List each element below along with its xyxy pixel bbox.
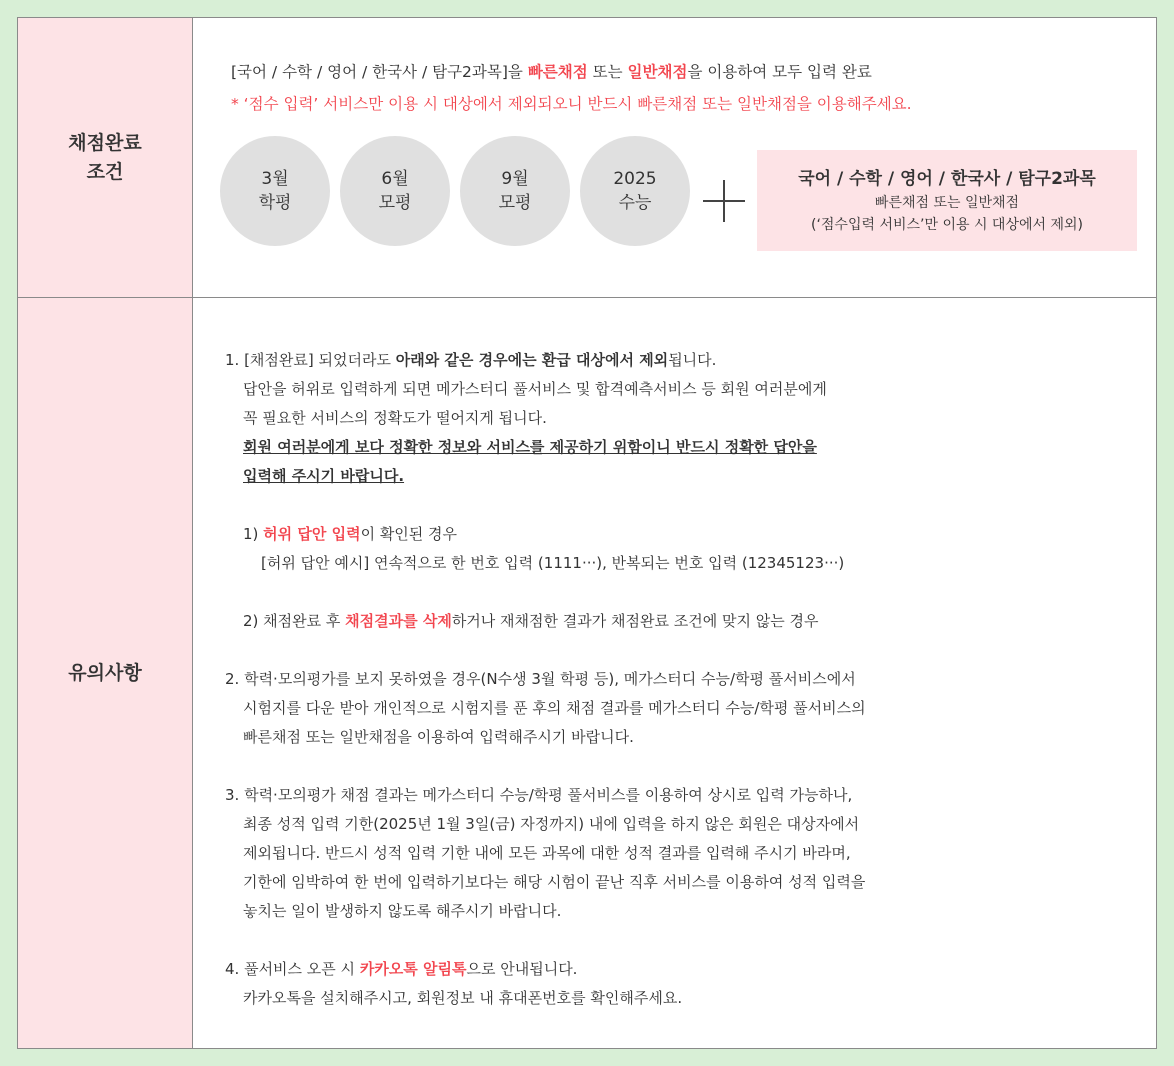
exam-label: 6월: [381, 169, 409, 189]
fast-grading-highlight: 빠른채점: [527, 63, 588, 81]
notice-4-a: 4. 풀서비스 오픈 시: [225, 960, 360, 978]
sub-item-2: [225, 607, 866, 636]
completion-condition-header: [18, 18, 193, 297]
exam-circle-csat: [580, 136, 690, 246]
condition-text: [231, 60, 872, 82]
notice-1-title: [225, 346, 866, 375]
delete-result-highlight: 채점결과를 삭제: [345, 612, 452, 630]
notice-2-line-2: 시험지를 다운 받아 개인적으로 시험지를 푼 후의 채점 결과를 메가스터디 수능/학평 풀서비스의: [243, 699, 866, 717]
sub-item-2-a: 2) 채점완료 후: [243, 612, 346, 630]
notice-1-line-2: 답안을 허위로 입력하게 되면 메가스터디 풀서비스 및 합격예측서비스 등 회원 여러분에게: [243, 380, 827, 398]
condition-warning: * ‘점수 입력’ 서비스만 이용 시 대상에서 제외되오니 반드시 빠른채점 또는 일반채점을 이용해주세요.: [231, 95, 912, 113]
notice-header: [18, 298, 193, 1048]
notice-3-line-4: 기한에 임박하여 한 번에 입력하기보다는 해당 시험이 끝난 직후 서비스를 이용하여 성적 입력을: [243, 873, 866, 891]
sub-item-1-c: 이 확인된 경우: [360, 525, 458, 543]
completion-info-table: [17, 17, 1157, 1049]
condition-text-a: [국어 / 수학 / 영어 / 한국사 / 탐구2과목]을: [231, 63, 528, 81]
exam-label: 3월: [261, 169, 289, 189]
completion-condition-body: [193, 18, 1156, 297]
header-line-2: 조건: [86, 160, 124, 183]
exam-circle-march: [220, 136, 330, 246]
general-grading-highlight: 일반채점: [627, 63, 688, 81]
condition-text-e: 을 이용하여 모두 입력 완료: [687, 63, 872, 81]
notice-row: [18, 298, 1156, 1048]
grading-method: 빠른채점 또는 일반채점: [874, 194, 1020, 211]
condition-text-c: 또는: [587, 63, 628, 81]
completion-condition-row: [18, 18, 1156, 298]
subject-requirement-box: [757, 150, 1137, 251]
sub-item-1: [225, 520, 866, 549]
notice-1-a: 1. [채점완료] 되었더라도: [225, 351, 396, 369]
exam-type: 모평: [498, 193, 532, 213]
exam-label: 9월: [501, 169, 529, 189]
subject-list: 국어 / 수학 / 영어 / 한국사 / 탐구2과목: [798, 168, 1096, 189]
exclusion-note: (‘점수입력 서비스’만 이용 시 대상에서 제외): [811, 216, 1083, 233]
sub-item-1-a: 1): [243, 525, 264, 543]
exam-circle-september: [460, 136, 570, 246]
notice-3-line-1: 3. 학력·모의평가 채점 결과는 메가스터디 수능/학평 풀서비스를 이용하여 상시로 입력 가능하나,: [225, 786, 853, 804]
notice-3-line-2: 최종 성적 입력 기한(2025년 1월 3일(금) 자정까지) 내에 입력을 하지 않은 회원은 대상자에서: [243, 815, 860, 833]
notice-1-line-3: 꼭 필요한 서비스의 정확도가 떨어지게 됩니다.: [243, 409, 547, 427]
notice-header-label: 유의사항: [68, 661, 142, 684]
exam-type: 학평: [258, 193, 292, 213]
notice-3-line-5: 놓치는 일이 발생하지 않도록 해주시기 바랍니다.: [243, 902, 562, 920]
notice-2-line-3: 빠른채점 또는 일반채점을 이용하여 입력해주시기 바랍니다.: [243, 728, 634, 746]
plus-icon: [703, 180, 745, 222]
false-answer-highlight: 허위 답안 입력: [263, 525, 361, 543]
notice-4-c: 으로 안내됩니다.: [466, 960, 578, 978]
notice-4-title: [225, 955, 866, 984]
notice-2-line-1: 2. 학력·모의평가를 보지 못하였을 경우(N수생 3월 학평 등), 메가스터디 수능/학평 풀서비스에서: [225, 670, 856, 688]
header-line-1: 채점완료: [68, 131, 142, 154]
notice-3-line-3: 제외됩니다. 반드시 성적 입력 기한 내에 모든 과목에 대한 성적 결과를 입력해 주시기 바라며,: [243, 844, 851, 862]
notice-list: [225, 346, 866, 1013]
notice-1-c: 됩니다.: [668, 351, 717, 369]
exam-type: 수능: [618, 193, 652, 213]
underline-text-2: 입력해 주시기 바랍니다.: [243, 467, 405, 485]
exam-circle-june: [340, 136, 450, 246]
notice-1-underline-2: [225, 462, 866, 491]
notice-4-line-2: 카카오톡을 설치해주시고, 회원정보 내 휴대폰번호를 확인해주세요.: [243, 989, 683, 1007]
notice-body: [193, 298, 1156, 1048]
sub-item-2-c: 하거나 재채점한 결과가 채점완료 조건에 맞지 않는 경우: [451, 612, 819, 630]
exam-label: 2025: [613, 169, 657, 189]
kakao-highlight: 카카오톡 알림톡: [359, 960, 467, 978]
notice-1-bold: 아래와 같은 경우에는 환급 대상에서 제외: [395, 351, 669, 369]
exam-type: 모평: [378, 193, 412, 213]
underline-text-1: 회원 여러분에게 보다 정확한 정보와 서비스를 제공하기 위함이니 반드시 정확한 답안을: [243, 438, 817, 456]
false-answer-example: [허위 답안 예시] 연속적으로 한 번호 입력 (1111···), 반복되는 번호 입력 (12345123···): [261, 554, 845, 572]
notice-1-underline-1: [225, 433, 866, 462]
